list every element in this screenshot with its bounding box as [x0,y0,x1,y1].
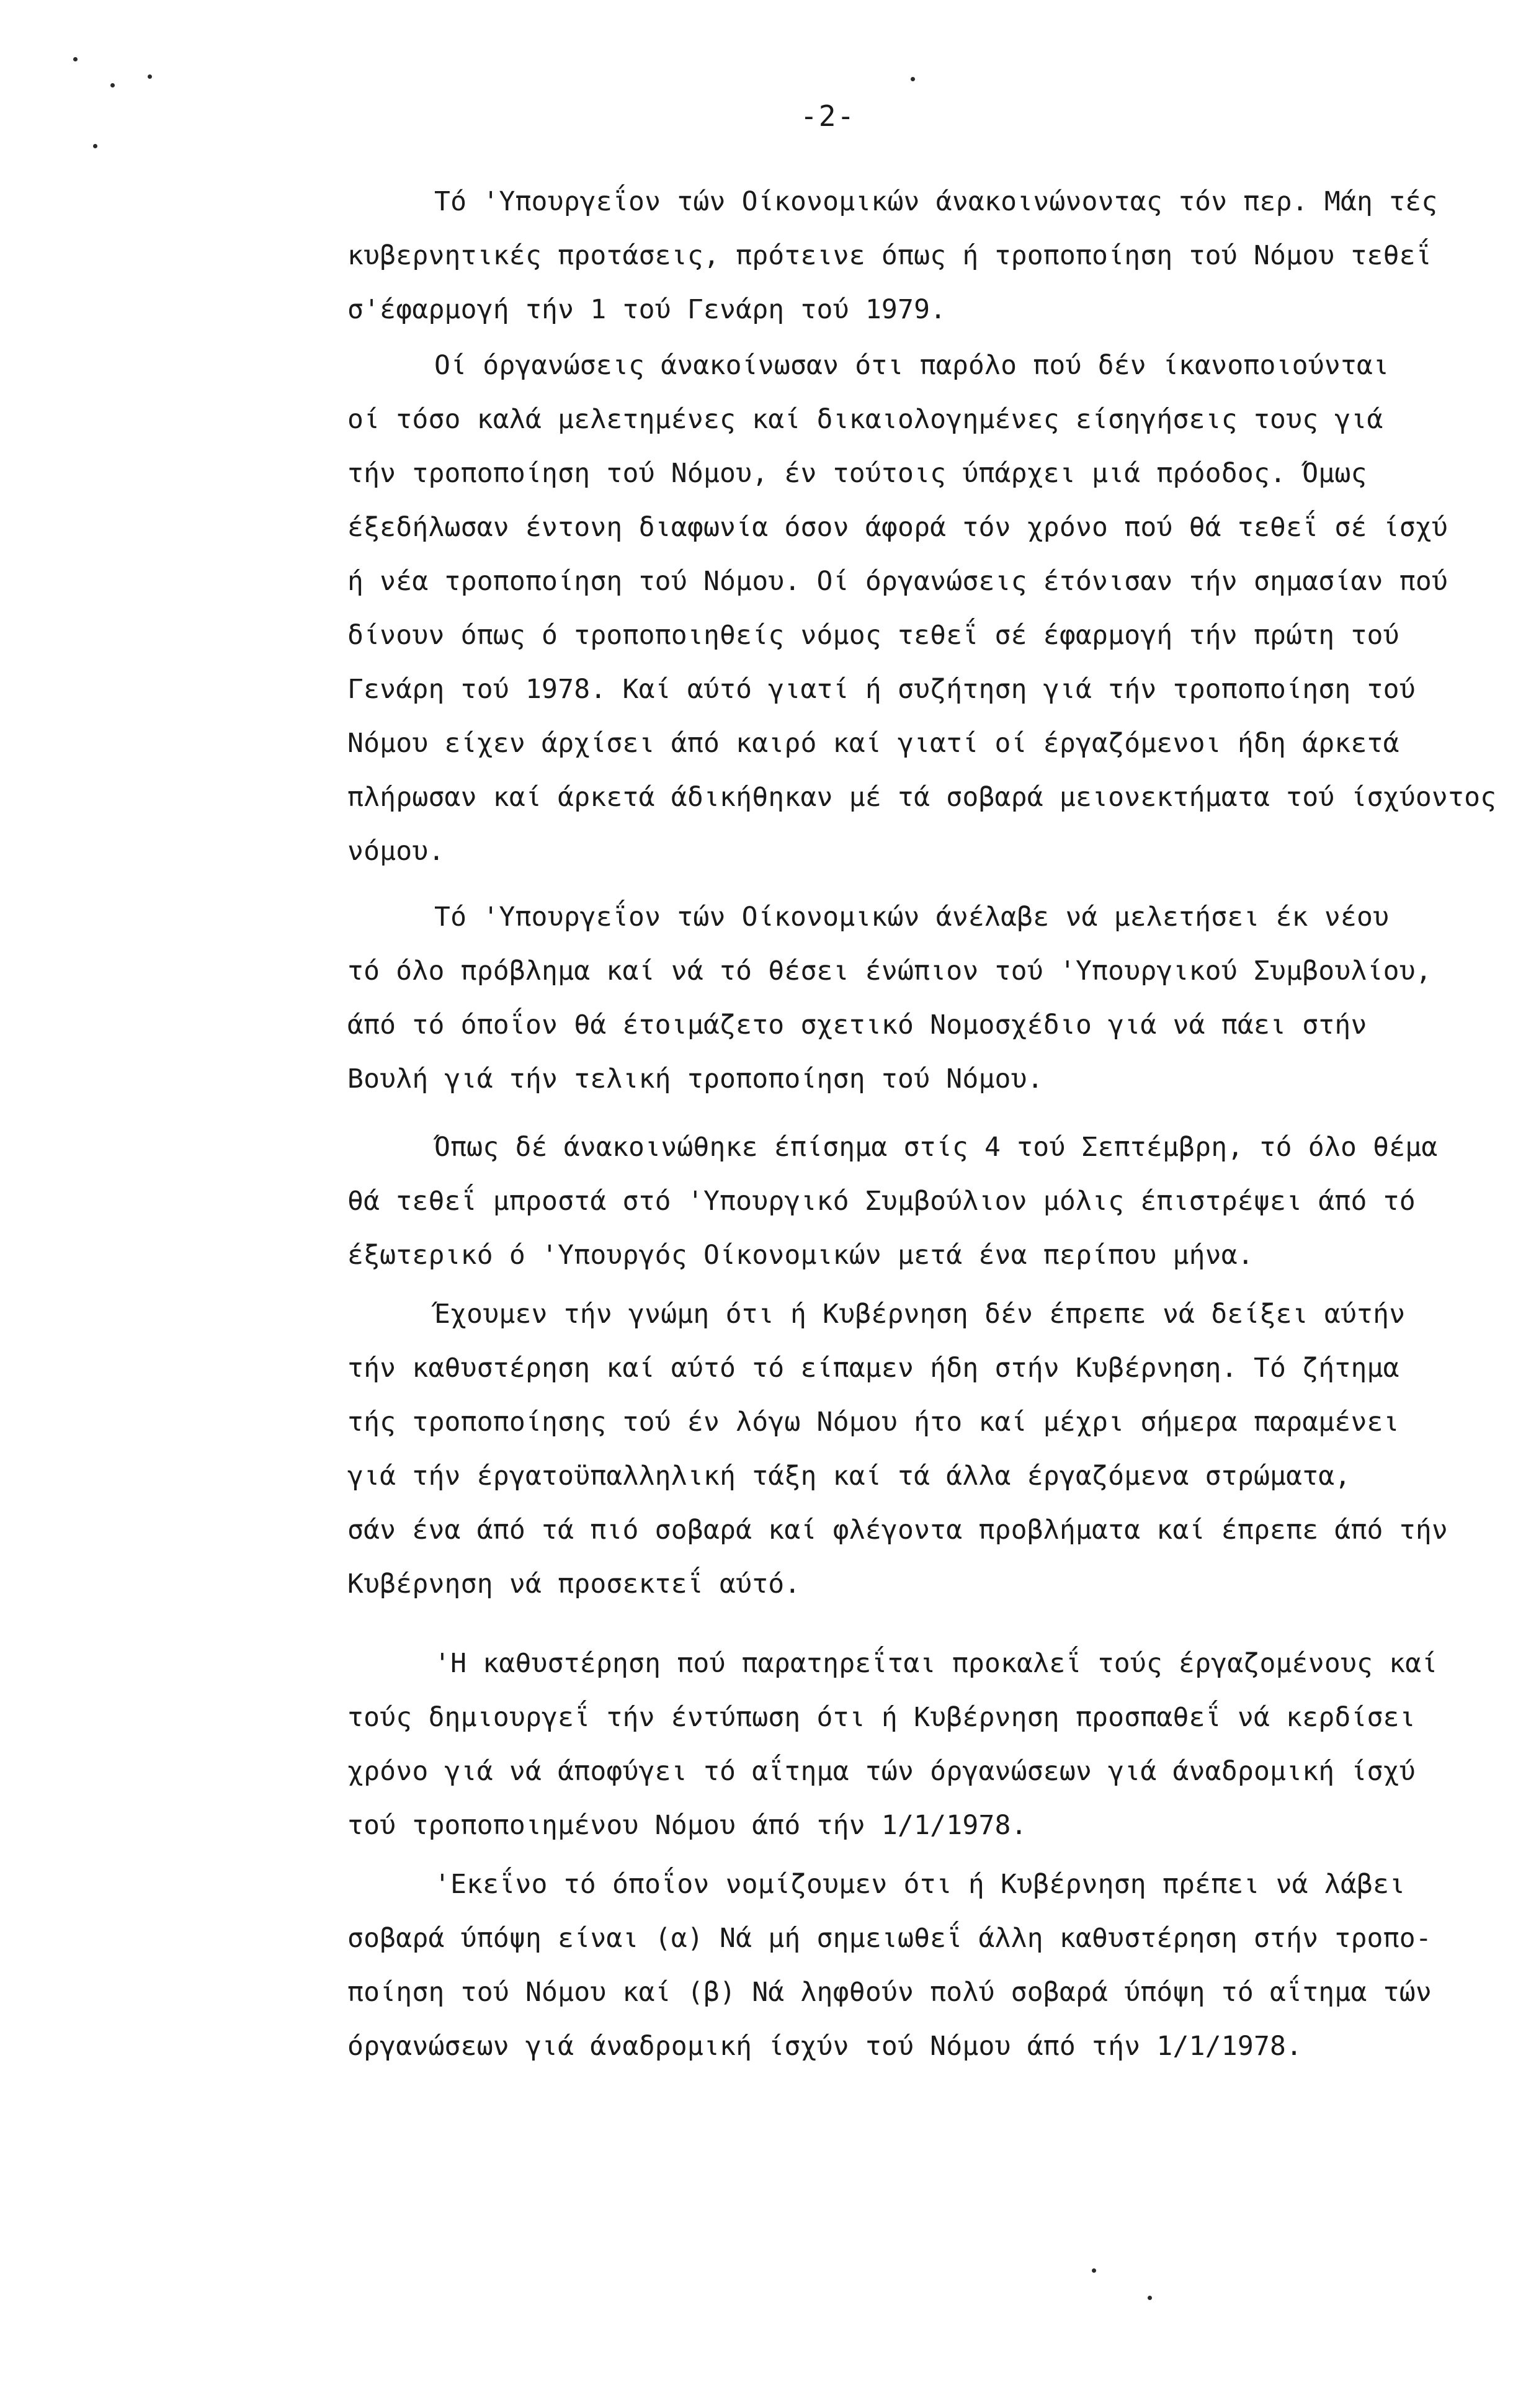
paragraph-ministry-study [347,890,1439,1106]
ink-speck [911,77,915,81]
text-line: οί τόσο καλά μελετημένες καί δικαιολογημένες είσηγήσεις τους γιά [347,404,1383,435]
ink-speck [93,144,97,148]
text-line: κυβερνητικές προτάσεις, πρότεινε όπως ή τροποποίηση τού Νόμου τεθεΐ [347,240,1432,271]
text-line: Γενάρη τού 1978. Καί αύτό γιατί ή συζήτηση γιά τήν τροποποίηση τού [347,674,1416,705]
text-line: τήν καθυστέρηση καί αύτό τό είπαμεν ήδη στήν Κυβέρνηση. Τό ζήτημα [347,1353,1399,1384]
text-line: γιά τήν έργατοϋπαλληλική τάξη καί τά άλλα έργαζόμενα στρώματα, [347,1461,1351,1492]
text-line: Κυβέρνηση νά προσεκτεΐ αύτό. [347,1569,801,1600]
ink-speck [73,57,78,61]
text-line: τήν τροποποίηση τού Νόμου, έν τούτοις ύπάρχει μιά πρόοδος. Όμως [347,458,1367,489]
text-line: δίνουν όπως ό τροποποιηθείς νόμος τεθεΐ σέ έφαρμογή τήν πρώτη τού [347,620,1399,651]
text-line: ποίηση τού Νόμου καί (β) Νά ληφθούν πολύ σοβαρά ύπόψη τό αΐτημα τών [347,1977,1432,2008]
text-line: τού τροποποιημένου Νόμου άπό τήν 1/1/1978. [347,1810,1027,1841]
ink-speck [110,83,115,87]
text-line: σοβαρά ύπόψη είναι (α) Νά μή σημειωθεΐ άλλη καθυστέρηση στήν τροπο- [347,1923,1432,1954]
paragraph-delay-impression [347,1637,1439,1853]
text-line: τούς δημιουργεΐ τήν έντύπωση ότι ή Κυβέρνηση προσπαθεΐ νά κερδίσει [347,1702,1416,1733]
paragraph-official-announcement [347,1121,1439,1282]
text-line: σάν ένα άπό τά πιό σοβαρά καί φλέγοντα προβλήματα καί έπρεπε άπό τήν [347,1515,1448,1546]
text-line: όργανώσεων γιά άναδρομική ίσχύν τού Νόμου άπό τήν 1/1/1978. [347,2031,1303,2062]
ink-speck [1092,2268,1096,2273]
paragraph-demands [347,1858,1439,2074]
ink-speck [1148,2296,1152,2300]
text-line: Τό 'Υπουργεΐον τών Οίκονομικών άνακοινώνοντας τόν περ. Μάη τές [434,186,1438,217]
text-line: Βουλή γιά τήν τελική τροποποίηση τού Νόμου. [347,1063,1043,1094]
text-line: Έχουμεν τήν γνώμη ότι ή Κυβέρνηση δέν έπρεπε νά δείξει αύτήν [434,1299,1406,1330]
text-line: ή νέα τροποποίηση τού Νόμου. Οί όργανώσεις έτόνισαν τήν σημασίαν πού [347,566,1448,597]
text-line: χρόνο γιά νά άποφύγει τό αΐτημα τών όργανώσεων γιά άναδρομική ίσχύ [347,1756,1416,1787]
text-line: 'Η καθυστέρηση πού παρατηρεΐται προκαλεΐ τούς έργαζομένους καί [434,1648,1438,1679]
paragraph-opinion-on-delay [347,1287,1448,1611]
paragraph-organizations-response [347,339,1497,879]
text-line: έξεδήλωσαν έντονη διαφωνία όσον άφορά τόν χρόνο πού θά τεθεΐ σέ ίσχύ [347,512,1448,543]
text-line: θά τεθεΐ μπροστά στό 'Υπουργικό Συμβούλιον μόλις έπιστρέψει άπό τό [347,1186,1416,1217]
text-line: έξωτερικό ό 'Υπουργός Οίκονομικών μετά ένα περίπου μήνα. [347,1240,1254,1271]
text-line: νόμου. [347,836,445,867]
text-line: τής τροποποίησης τού έν λόγω Νόμου ήτο καί μέχρι σήμερα παραμένει [347,1407,1399,1438]
paragraph-ministry-proposal [347,175,1439,337]
text-line: Οί όργανώσεις άνακοίνωσαν ότι παρόλο πού δέν ίκανοποιούνται [434,350,1390,381]
text-line: άπό τό όποΐον θά έτοιμάζετο σχετικό Νομοσχέδιο γιά νά πάει στήν [347,1009,1367,1041]
text-line: Νόμου είχεν άρχίσει άπό καιρό καί γιατί οί έργαζόμενοι ήδη άρκετά [347,728,1399,759]
ink-speck [148,74,152,79]
text-line: σ'έφαρμογή τήν 1 τού Γενάρη τού 1979. [347,294,947,325]
text-line: Τό 'Υπουργεΐον τών Οίκονομικών άνέλαβε νά μελετήσει έκ νέου [434,902,1390,933]
page-number: -2- [800,99,856,133]
text-line: 'Εκεΐνο τό όποΐον νομίζουμεν ότι ή Κυβέρνηση πρέπει νά λάβει [434,1869,1406,1900]
text-line: πλήρωσαν καί άρκετά άδικήθηκαν μέ τά σοβαρά μειονεκτήματα τού ίσχύοντος [347,782,1497,813]
text-line: Όπως δέ άνακοινώθηκε έπίσημα στίς 4 τού Σεπτέμβρη, τό όλο θέμα [434,1132,1438,1163]
text-line: τό όλο πρόβλημα καί νά τό θέσει ένώπιον τού 'Υπουργικού Συμβουλίου, [347,956,1432,987]
